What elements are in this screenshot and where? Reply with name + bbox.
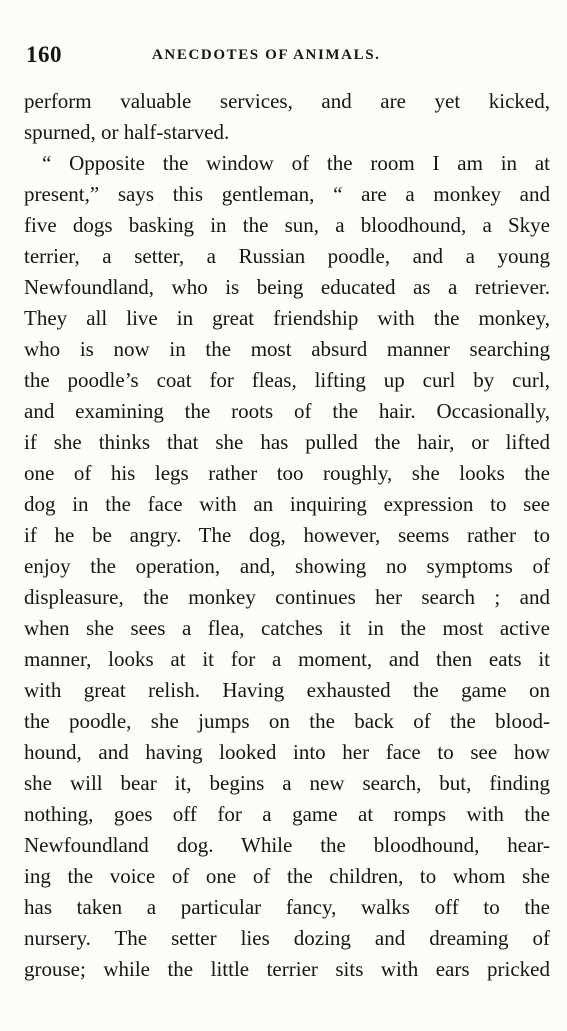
text-line: when she sees a flea, catches it in the most active (24, 616, 550, 640)
text-line: the poodle, she jumps on the back of the blood- (24, 709, 550, 733)
text-line: if she thinks that she has pulled the hair, or lifted (24, 430, 550, 454)
text-line: perform valuable services, and are yet kicked, (24, 89, 550, 113)
text-line: has taken a particular fancy, walks off to the (24, 895, 550, 919)
text-line: who is now in the most absurd manner searching (24, 337, 550, 361)
text-line: with great relish. Having exhausted the game on (24, 678, 550, 702)
text-line: enjoy the operation, and, showing no symptoms of (24, 554, 550, 578)
text-line: present,” says this gentleman, “ are a monkey and (24, 182, 550, 206)
text-line: spurned, or half-starved. (24, 120, 230, 144)
text-line: They all live in great friendship with the monkey, (24, 306, 550, 330)
text-line: manner, looks at it for a moment, and then eats it (24, 647, 550, 671)
text-line: the poodle’s coat for fleas, lifting up curl by curl, (24, 368, 550, 392)
text-line: “ Opposite the window of the room I am in at (42, 151, 550, 175)
running-title: ANECDOTES OF ANIMALS. (152, 47, 381, 63)
text-line: one of his legs rather too roughly, she looks the (24, 461, 550, 485)
text-line: displeasure, the monkey continues her search ; and (24, 585, 550, 609)
page-number: 160 (26, 42, 62, 67)
page-header (24, 42, 550, 72)
text-line: she will bear it, begins a new search, but, finding (24, 771, 550, 795)
text-line: Newfoundland dog. While the bloodhound, hear- (24, 833, 550, 857)
text-line: ing the voice of one of the children, to whom she (24, 864, 550, 888)
text-line: grouse; while the little terrier sits with ears pricked (24, 957, 550, 981)
text-line: five dogs basking in the sun, a bloodhound, a Skye (24, 213, 550, 237)
text-line: if he be angry. The dog, however, seems rather to (24, 523, 550, 547)
text-line: terrier, a setter, a Russian poodle, and a young (24, 244, 550, 268)
text-line: nothing, goes off for a game at romps with the (24, 802, 550, 826)
text-line: dog in the face with an inquiring expression to see (24, 492, 550, 516)
text-line: Newfoundland, who is being educated as a retriever. (24, 275, 550, 299)
text-line: and examining the roots of the hair. Occasionally, (24, 399, 550, 423)
text-line: hound, and having looked into her face to see how (24, 740, 550, 764)
text-line: nursery. The setter lies dozing and dreaming of (24, 926, 550, 950)
body-text (24, 86, 550, 985)
